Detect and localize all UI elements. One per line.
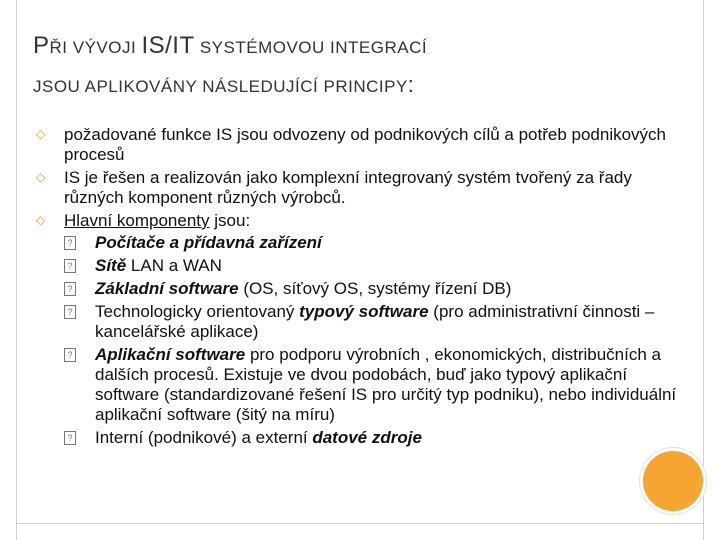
title-is-it: IS/IT: [141, 32, 195, 59]
sub-bullet-text: Interní (podnikové) a externí: [95, 428, 313, 447]
left-border-line: [16, 0, 17, 540]
list-item: [36, 125, 686, 165]
bullet-text: jsou:: [209, 211, 251, 230]
slide-content: [36, 125, 686, 451]
sub-bullet-list: [64, 233, 686, 448]
sub-bullet-text: LAN a WAN: [126, 256, 222, 275]
boxed-bullet-icon: ?: [64, 348, 76, 362]
sub-bullet-text: (pro administrativní činnosti – kancelářské aplikace): [95, 302, 655, 341]
title-text: SYSTÉMOVOU INTEGRACÍ: [194, 38, 428, 57]
sub-bullet-text: pro podporu výrobních , ekonomických, distribučních a dalších procesů. Existuje ve dvou podobách, buď jako typový aplikační software (standardizované řešení IS pro určitý typ podniku), nebo individuální aplikační software (šitý na míru): [95, 345, 677, 424]
sub-bullet-bold: Sítě: [95, 256, 127, 275]
sub-list-item: [64, 302, 686, 342]
slide-title: [33, 28, 427, 106]
sub-bullet-bold: Základní software: [95, 279, 239, 298]
sub-list-item: [64, 256, 686, 276]
hollow-diamond-bullet-icon: ◇: [36, 170, 46, 184]
sub-list-item: [64, 345, 686, 425]
title-text: ŘI VÝVOJI: [49, 38, 142, 57]
title-initial: P: [33, 32, 50, 59]
sub-bullet-text: Technologicky orientovaný: [95, 302, 300, 321]
boxed-bullet-icon: ?: [64, 282, 76, 296]
title-colon: :: [407, 72, 415, 97]
sub-bullet-bold: typový software: [299, 302, 429, 321]
title-line-1: [33, 28, 427, 66]
orange-circle-decoration: [640, 448, 706, 514]
bullet-text: požadované funkce IS jsou odvozeny od podnikových cílů a potřeb podnikových procesů: [64, 125, 667, 164]
bullet-text-underlined: Hlavní komponenty: [64, 211, 210, 230]
list-item: [36, 168, 686, 208]
bullet-text: IS je řešen a realizován jako komplexní integrovaný systém tvořený za řady různých komponent různých výrobců.: [64, 168, 632, 207]
boxed-bullet-icon: ?: [64, 305, 76, 319]
sub-bullet-bold: Aplikační software: [95, 345, 246, 364]
list-item: [36, 211, 686, 448]
boxed-bullet-icon: ?: [64, 259, 76, 273]
bottom-border-line: [16, 523, 704, 524]
boxed-bullet-icon: ?: [64, 236, 76, 250]
sub-list-item: [64, 428, 686, 448]
sub-list-item: [64, 279, 686, 299]
sub-bullet-bold: Počítače a přídavná zařízení: [95, 233, 322, 252]
hollow-diamond-bullet-icon: ◇: [36, 127, 46, 141]
sub-bullet-text: (OS, síťový OS, systémy řízení DB): [238, 279, 512, 298]
sub-bullet-bold: datové zdroje: [312, 428, 422, 447]
hollow-diamond-bullet-icon: ◇: [36, 213, 46, 227]
boxed-bullet-icon: ?: [64, 431, 76, 445]
title-text: JSOU APLIKOVÁNY NÁSLEDUJÍCÍ PRINCIPY: [33, 77, 408, 96]
bullet-list: [36, 125, 686, 448]
right-border-line: [703, 0, 704, 540]
title-line-2: [33, 66, 427, 106]
sub-list-item: [64, 233, 686, 253]
